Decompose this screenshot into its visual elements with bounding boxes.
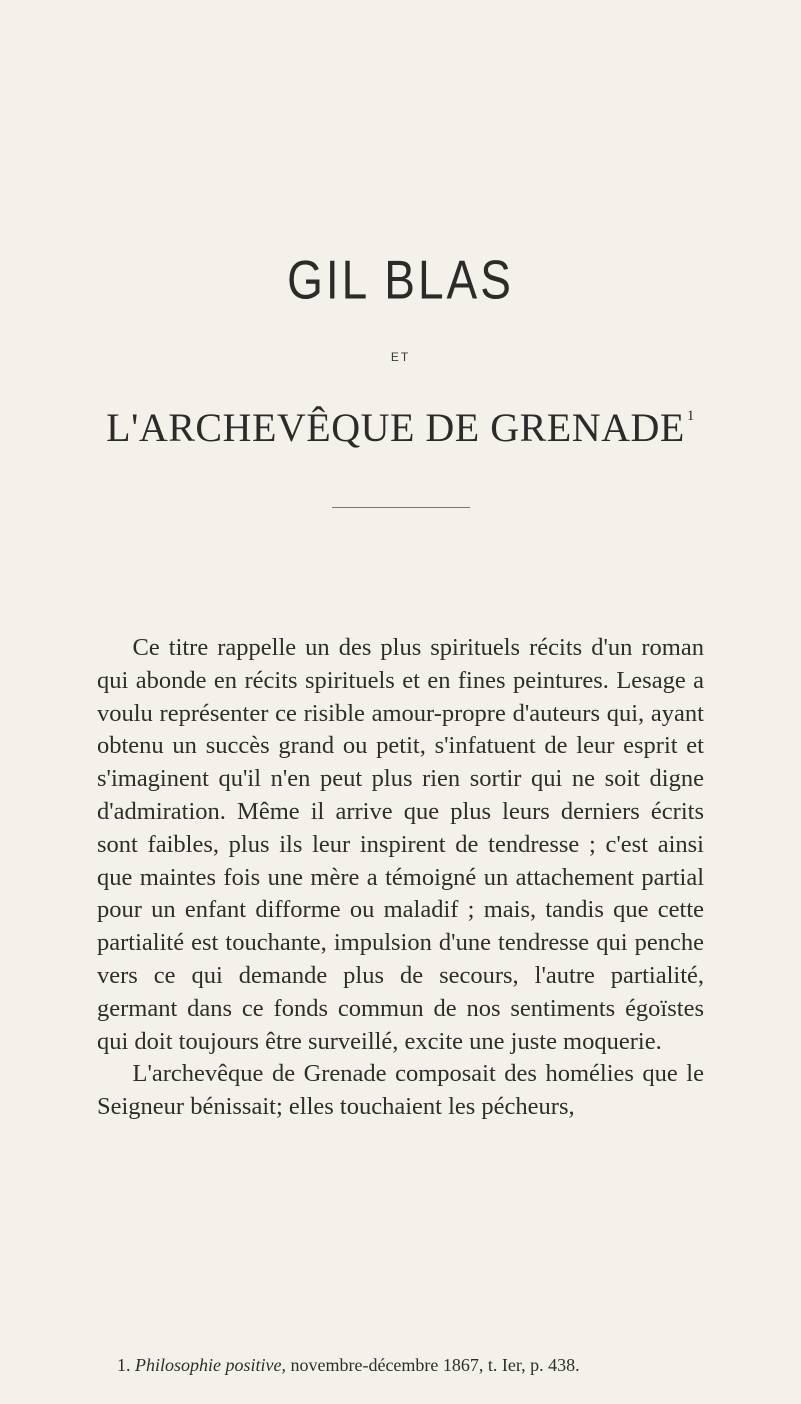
page-subtitle: [0, 404, 801, 451]
paragraph: Ce titre rappelle un des plus spirituels récits d'un roman qui abonde en récits spirituels et en fines peintures. Lesage a voulu représenter ce risible amour-propre d'auteurs qui, ayant obtenu un succès grand ou petit, s'infatuent de leur esprit et s'imaginent qu'il n'en peut plus rien sortir qui ne soit digne d'admiration. Même il arrive que plus leurs derniers écrits sont faibles, plus ils leur inspirent de tendresse ; c'est ainsi que maintes fois une mère a témoigné un attachement partial pour un enfant difforme ou maladif ; mais, tandis que cette partialité est touchante, impulsion d'une tendresse qui penche vers ce qui demande plus de secours, l'autre partialité, germant dans ce fonds commun de nos sentiments égoïstes qui doit toujours être surveillé, excite une juste moquerie.: [97, 634, 704, 1055]
title-conjunction: ET: [390, 350, 411, 364]
footnote: [97, 1354, 704, 1376]
paragraph: L'archevêque de Grenade composait des homélies que le Seigneur bénissait; elles touchaient les pécheurs,: [97, 1060, 704, 1121]
page-title: GIL BLAS: [287, 249, 514, 311]
footnote-details: novembre-décembre 1867, t. Ier, p. 438.: [290, 1355, 580, 1375]
footnote-marker: 1: [686, 408, 695, 424]
subtitle-text: L'ARCHEVÊQUE DE GRENADE: [106, 405, 685, 450]
section-divider: [332, 507, 470, 508]
footnote-number: 1.: [117, 1355, 131, 1375]
body-text: [97, 632, 704, 1124]
footnote-source: Philosophie positive,: [135, 1355, 286, 1375]
